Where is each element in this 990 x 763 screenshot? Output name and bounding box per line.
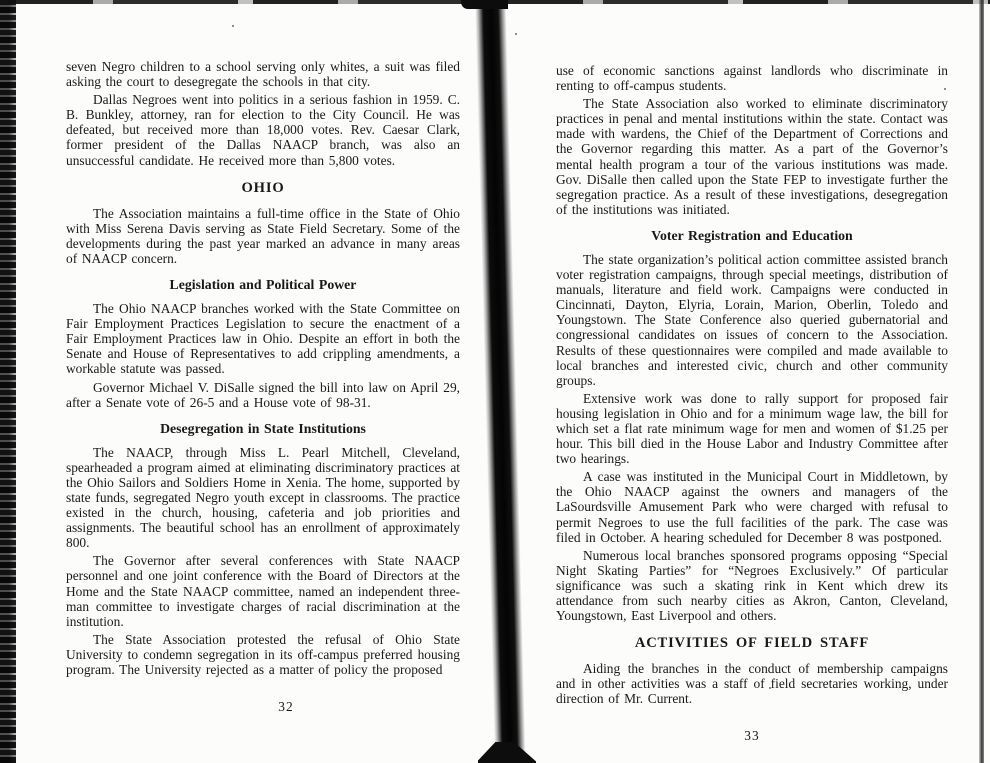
scan-edge-left [0,0,16,763]
paragraph: The State Association protested the refusal of Ohio State University to condemn segregation in its off-campus preferred housing program. The University rejected as a matter of policy the proposed [66,631,460,677]
paragraph: seven Negro children to a school serving only whites, a suit was filed asking the court to desegregate the schools in that city. [66,59,460,90]
scan-speck [515,33,517,35]
paragraph: The Governor after several conferences with State NAACP personnel and one joint conference with the Board of Directors at the Home and the State NAACP committee, named an independent three-man committee to investigate charges of racial discrimination at the institution. [66,553,460,629]
paragraph: Numerous local branches sponsored programs opposing “Special Night Skating Parties” for “Negroes Exclusively.” Of particular significance was such a skating rink in Kent which drew its attendance from such nearby cities as Akron, Canton, Cleveland, Youngstown, East Liverpool and others. [556,547,948,624]
page-number-32: 32 [278,699,294,715]
book-binding-bottom [478,742,536,763]
paragraph: Aiding the branches in the conduct of membership campaigns and in other activities was a staff of field secretaries working, under direction of Mr. Current. [556,661,948,707]
paragraph: Extensive work was done to rally support for proposed fair housing legislation in Ohio and for a minimum wage law, the bill for which set a flat rate minimum wage for men and women of $1.25 per hour. This bill died in the House Labor and Industry Committee after two hearings. [556,390,948,467]
scan-speck [232,25,234,27]
section-heading: Desegregation in State Institutions [160,420,366,436]
page-32 [66,56,460,715]
paragraph: use of economic sanctions against landlords who discriminate in renting to off-campus students. [556,63,948,94]
page-33 [556,60,948,744]
section-heading: Legislation and Political Power [169,277,357,293]
section-heading: OHIO [241,179,285,196]
page-33-content [556,63,948,706]
section-heading: ACTIVITIES OF FIELD STAFF [634,635,870,652]
book-binding [475,5,526,763]
scan-edge-right [979,0,984,763]
section-heading: Voter Registration and Education [651,227,853,243]
page-number-33: 33 [744,728,760,744]
paragraph: The NAACP, through Miss L. Pearl Mitchell, Cleveland, spearheaded a program aimed at eliminating discriminatory practices at the Ohio Sailors and Soldiers Home in Xenia. The home, supported by state funds, segregated Negro youth except in classrooms. The practice existed in the church, housing, cafeteria and job priorities and assignments. The beautiful school has an enrollment of approximately 800. [66,444,460,551]
paragraph: The Ohio NAACP branches worked with the State Committee on Fair Employment Practices Legislation to secure the enactment of a Fair Employment Practices law in Ohio. Despite an effort in both the Senate and House of Representatives to add crippling amendments, a workable statute was passed. [66,301,460,377]
page-32-content [66,59,460,677]
paragraph: The State Association also worked to eliminate discriminatory practices in penal and mental institutions within the state. Contact was made with wardens, the Chief of the Department of Corrections and the Governor regarding this matter. As a part of the Governor’s mental health program a tour of the various institutions was made. Gov. DiSalle then called upon the State FEP to investigate further the segregation practice. As a result of these investigations, desegregation of the institutions was initiated. [556,96,948,217]
paragraph: A case was instituted in the Municipal Court in Middletown, by the Ohio NAACP against the owners and managers of the LaSourdsville Amusement Park who were charged with refusal to permit Negroes to use the full facilities of the park. The case was filed in October. A hearing scheduled for December 8 was postponed. [556,469,948,545]
paragraph: The state organization’s political action committee assisted branch voter registration campaigns, through special meetings, distribution of manuals, literature and field work. Campaigns were conducted in Cincinnati, Dayton, Elyria, Lorain, Marion, Oberlin, Toledo and Youngstown. The State Conference also queried gubernatorial and congressional candidates on issues of concern to the Association. Results of these questionnaires were compiled and made available to local branches and interested civic, church and other community groups. [556,251,948,388]
book-binding-top [461,0,508,9]
paragraph: Governor Michael V. DiSalle signed the bill into law on April 29, after a Senate vote of 26-5 and a House vote of 98-31. [66,379,460,410]
paragraph: The Association maintains a full-time office in the State of Ohio with Miss Serena Davis serving as State Field Secretary. Some of the developments during the past year marked an advance in many areas of NAACP concern. [66,205,460,266]
paragraph: Dallas Negroes went into politics in a serious fashion in 1959. C. B. Bunkley, attorney, ran for election to the City Council. He was defeated, but received more than 18,000 votes. Rev. Caesar Clark, former president of the Dallas NAACP branch, was also an unsuccessful candidate. He received more than 5,800 votes. [66,92,460,168]
